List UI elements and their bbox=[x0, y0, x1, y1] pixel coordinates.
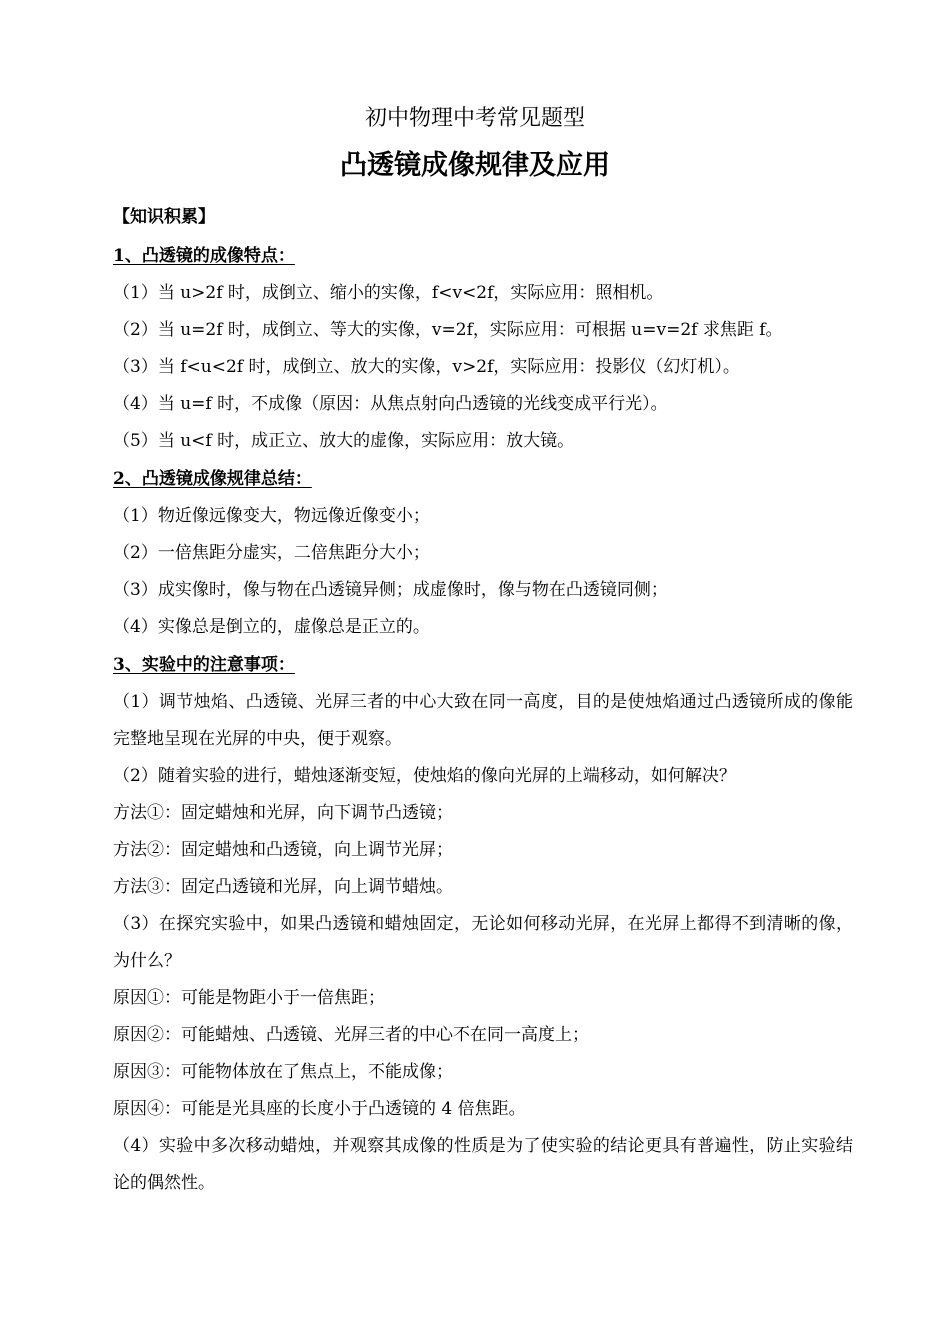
method-item: 方法③：固定凸透镜和光屏，向上调节蜡烛。 bbox=[113, 877, 453, 897]
section-3-paragraph: （3）在探究实验中，如果凸透镜和蜡烛固定，无论如何移动光屏，在光屏上都得不到清晰的像，为什么？ bbox=[113, 914, 853, 971]
section-2-item: （1）物近像远像变大，物远像近像变小； bbox=[113, 506, 430, 526]
section-3-heading: 3、实验中的注意事项： bbox=[113, 655, 295, 675]
document-subtitle: 初中物理中考常见题型 bbox=[364, 106, 585, 131]
section-label: 【知识积累】 bbox=[113, 207, 215, 227]
section-1-heading: 1、凸透镜的成像特点： bbox=[113, 246, 295, 266]
section-2-heading: 2、凸透镜成像规律总结： bbox=[113, 469, 312, 489]
section-1-item: （3）当 f<u<2f 时，成倒立、放大的实像，v>2f，实际应用：投影仪（幻灯机）。 bbox=[113, 357, 740, 377]
method-item: 方法①：固定蜡烛和光屏，向下调节凸透镜； bbox=[113, 803, 453, 823]
section-3-paragraph: （4）实验中多次移动蜡烛，并观察其成像的性质是为了使实验的结论更具有普遍性，防止实验结论的偶然性。 bbox=[113, 1136, 853, 1193]
section-1-item: （5）当 u<f 时，成正立、放大的虚像，实际应用：放大镜。 bbox=[113, 431, 575, 451]
method-item: 方法②：固定蜡烛和凸透镜，向上调节光屏； bbox=[113, 840, 453, 860]
section-2-item: （2）一倍焦距分虚实，二倍焦距分大小； bbox=[113, 543, 430, 563]
reason-item: 原因③：可能物体放在了焦点上，不能成像； bbox=[113, 1062, 453, 1082]
reason-item: 原因④：可能是光具座的长度小于凸透镜的 4 倍焦距。 bbox=[113, 1099, 526, 1119]
reason-item: 原因①：可能是物距小于一倍焦距； bbox=[113, 988, 385, 1008]
document-title: 凸透镜成像规律及应用 bbox=[340, 150, 610, 181]
section-2-item: （3）成实像时，像与物在凸透镜异侧；成虚像时，像与物在凸透镜同侧； bbox=[113, 580, 668, 600]
section-1-item: （2）当 u=2f 时，成倒立、等大的实像，v=2f，实际应用：可根据 u=v=2f 求焦距 f。 bbox=[113, 320, 783, 340]
section-3-paragraph: （1）调节烛焰、凸透镜、光屏三者的中心大致在同一高度，目的是使烛焰通过凸透镜所成的像能完整地呈现在光屏的中央，便于观察。 bbox=[113, 692, 853, 749]
section-1-item: （4）当 u=f 时，不成像（原因：从焦点射向凸透镜的光线变成平行光）。 bbox=[113, 394, 668, 414]
section-1-item: （1）当 u>2f 时，成倒立、缩小的实像，f<v<2f，实际应用：照相机。 bbox=[113, 283, 664, 303]
section-3-paragraph: （2）随着实验的进行，蜡烛逐渐变短，使烛焰的像向光屏的上端移动，如何解决？ bbox=[113, 766, 736, 786]
section-2-item: （4）实像总是倒立的，虚像总是正立的。 bbox=[113, 617, 430, 637]
reason-item: 原因②：可能蜡烛、凸透镜、光屏三者的中心不在同一高度上； bbox=[113, 1025, 589, 1045]
